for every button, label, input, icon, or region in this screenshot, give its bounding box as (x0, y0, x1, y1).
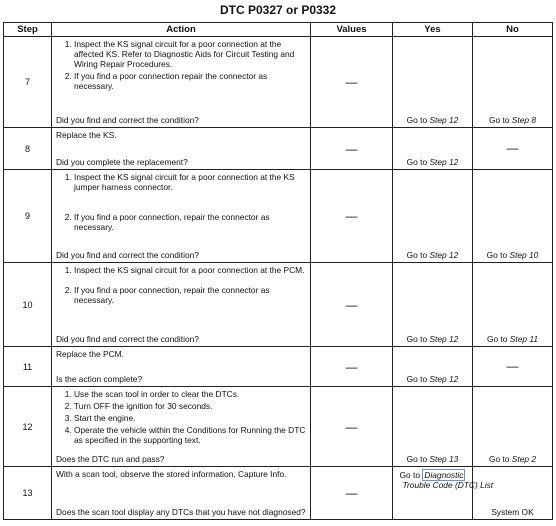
action-cell (52, 347, 311, 387)
table-row (4, 128, 553, 170)
action-item: 2. If you find a poor connection, repair the connector as necessary. (74, 212, 306, 232)
yes-prefix: Go to (406, 250, 428, 260)
yes-step-link[interactable]: Step 12 (429, 250, 459, 260)
yes-step-link[interactable]: Step 13 (429, 454, 459, 464)
action-item: 1. Use the scan tool in order to clear the DTCs. (74, 389, 306, 399)
header-no: No (473, 23, 553, 37)
values-cell: — (311, 128, 393, 170)
yes-cell (393, 37, 473, 128)
yes-prefix: Go to (406, 157, 428, 167)
yes-cell (393, 387, 473, 467)
no-cell (473, 170, 553, 263)
step-number: 13 (4, 467, 52, 520)
action-question: Did you find and correct the condition? (56, 250, 199, 260)
no-cell: System OK (473, 467, 553, 520)
no-cell: — (473, 128, 553, 170)
yes-cell (393, 347, 473, 387)
values-cell: — (311, 170, 393, 263)
action-text: Replace the KS. (56, 130, 117, 140)
yes-prefix: Go to (406, 374, 428, 384)
values-cell: — (311, 387, 393, 467)
action-item: 1. Inspect the KS signal circuit for a poor connection at the PCM. (74, 265, 306, 275)
action-text: Replace the PCM. (56, 349, 124, 359)
table-row (4, 170, 553, 263)
action-question: Does the DTC run and pass? (56, 454, 165, 464)
action-item: 2. If you find a poor connection repair the connector as necessary. (74, 71, 306, 91)
no-step-link[interactable]: Step 2 (511, 454, 537, 464)
step-number: 11 (4, 347, 52, 387)
values-cell: — (311, 467, 393, 520)
action-list (56, 172, 306, 232)
no-prefix: Go to (486, 334, 508, 344)
yes-step-link[interactable]: Step 12 (429, 334, 459, 344)
yes-step-link[interactable]: Step 12 (429, 374, 459, 384)
action-question: Did you find and correct the condition? (56, 115, 199, 125)
action-item: 2. Turn OFF the ignition for 30 seconds. (74, 401, 306, 411)
step-number: 8 (4, 128, 52, 170)
yes-cell (393, 128, 473, 170)
action-list (56, 265, 306, 305)
values-cell: — (311, 347, 393, 387)
values-cell: — (311, 263, 393, 347)
header-yes: Yes (393, 23, 473, 37)
action-question: Is the action complete? (56, 374, 143, 384)
table-header-row (4, 23, 553, 37)
yes-prefix: Go to (406, 115, 428, 125)
action-item: 4. Operate the vehicle within the Conditions for Running the DTC as specified in the supporting text. (74, 425, 306, 445)
action-question: Did you complete the replacement? (56, 157, 188, 167)
action-item: 1. Inspect the KS signal circuit for a poor connection at the affected KS. Refer to Diagnostic Aids for Circuit Testing and Wiring Repair Procedures. (74, 39, 306, 69)
no-cell (473, 37, 553, 128)
values-cell: — (311, 37, 393, 128)
no-cell (473, 263, 553, 347)
table-row (4, 387, 553, 467)
action-cell (52, 467, 311, 520)
yes-cell (393, 170, 473, 263)
no-prefix: Go to (488, 454, 510, 464)
action-cell (52, 128, 311, 170)
yes-prefix: Go to (406, 334, 428, 344)
step-number: 7 (4, 37, 52, 128)
action-item: 3. Start the engine. (74, 413, 306, 423)
yes-cell (393, 263, 473, 347)
action-question: Did you find and correct the condition? (56, 334, 199, 344)
action-cell (52, 170, 311, 263)
no-step-link[interactable]: Step 11 (509, 334, 539, 344)
no-step-link[interactable]: Step 10 (509, 250, 539, 260)
yes-step-link[interactable]: Step 12 (429, 157, 459, 167)
dtc-list-link[interactable]: Diagnostic (424, 470, 464, 480)
table-row (4, 347, 553, 387)
action-text: With a scan tool, observe the stored information, Capture Info. (56, 469, 287, 479)
action-item: 2. If you find a poor connection, repair the connector as necessary. (74, 285, 306, 305)
no-prefix: Go to (488, 115, 510, 125)
header-action: Action (52, 23, 311, 37)
table-row (4, 263, 553, 347)
header-step: Step (4, 23, 52, 37)
step-number: 12 (4, 387, 52, 467)
table-row (4, 37, 553, 128)
action-list (56, 389, 306, 445)
step-number: 10 (4, 263, 52, 347)
action-item: 1. Inspect the KS signal circuit for a poor connection at the KS jumper harness connector. (74, 172, 306, 192)
action-question: Does the scan tool display any DTCs that you have not diagnosed? (56, 507, 306, 517)
yes-prefix: Go to (406, 454, 428, 464)
yes-step-link[interactable]: Step 12 (429, 115, 459, 125)
action-list (56, 39, 306, 91)
yes-cell (393, 467, 494, 520)
action-cell (52, 263, 311, 347)
action-cell (52, 37, 311, 128)
action-cell (52, 387, 311, 467)
step-number: 9 (4, 170, 52, 263)
yes-prefix: Go to (399, 470, 421, 480)
diagnostic-table (3, 22, 553, 520)
dtc-list-link-rest[interactable]: Trouble Code (DTC) List (402, 480, 494, 490)
page-title: DTC P0327 or P0332 (219, 3, 337, 17)
no-cell (473, 387, 553, 467)
header-values: Values (311, 23, 393, 37)
no-cell: — (473, 347, 553, 387)
no-prefix: Go to (486, 250, 508, 260)
no-step-link[interactable]: Step 8 (511, 115, 537, 125)
table-row (4, 467, 553, 520)
